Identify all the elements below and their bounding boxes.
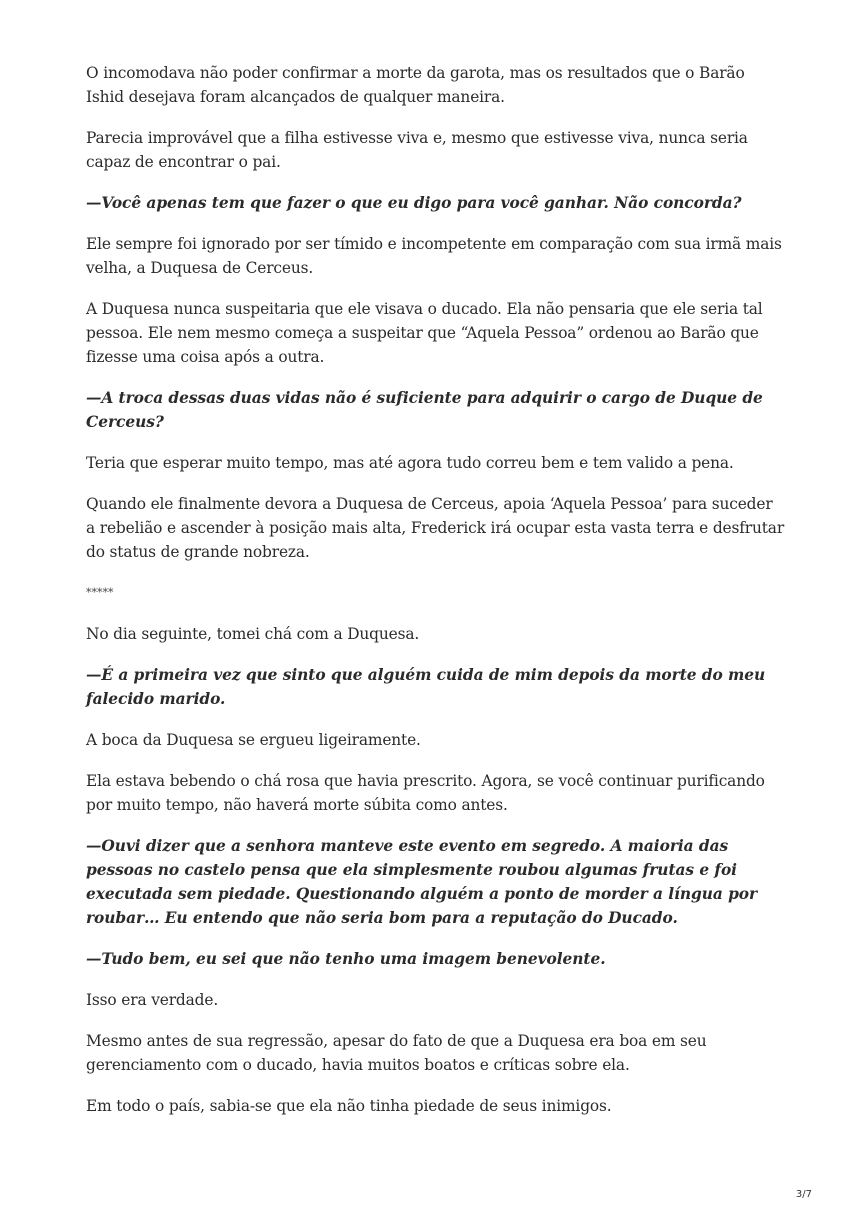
paragraph: No dia seguinte, tomei chá com a Duquesa. <box>86 625 420 643</box>
paragraph: A Duquesa nunca suspeitaria que ele visava o ducado. Ela não pensaria que ele seria tal pessoa. Ele nem mesmo começa a suspeitar que “Aquela Pessoa” ordenou ao Barão que fizesse uma coisa após a outra. <box>86 300 763 366</box>
dialogue-line: —Tudo bem, eu sei que não tenho uma imagem benevolente. <box>86 950 606 968</box>
paragraph: Ela estava bebendo o chá rosa que havia prescrito. Agora, se você continuar purificando por muito tempo, não haverá morte súbita como antes. <box>86 772 765 814</box>
section-divider: ***** <box>86 586 114 599</box>
page-number: 3/7 <box>795 1189 812 1200</box>
paragraph: Ele sempre foi ignorado por ser tímido e incompetente em comparação com sua irmã mais velha, a Duquesa de Cerceus. <box>86 235 782 277</box>
dialogue-line: —Ouvi dizer que a senhora manteve este evento em segredo. A maioria das pessoas no castelo pensa que ela simplesmente roubou algumas frutas e foi executada sem piedade. Questionando alguém a ponto de morder a língua por roubar… Eu entendo que não seria bom para a reputação do Ducado. <box>86 837 758 927</box>
paragraph: Quando ele finalmente devora a Duquesa de Cerceus, apoia ‘Aquela Pessoa’ para suceder a rebelião e ascender à posição mais alta, Frederick irá ocupar esta vasta terra e desfrutar do status de grande nobreza. <box>86 495 785 561</box>
dialogue-line: —É a primeira vez que sinto que alguém cuida de mim depois da morte do meu falecido marido. <box>86 666 766 708</box>
document-body <box>86 61 786 1135</box>
paragraph: Mesmo antes de sua regressão, apesar do fato de que a Duquesa era boa em seu gerenciamento com o ducado, havia muitos boatos e críticas sobre ela. <box>86 1032 707 1074</box>
dialogue-line: —A troca dessas duas vidas não é suficiente para adquirir o cargo de Duque de Cerceus? <box>86 389 763 431</box>
paragraph: A boca da Duquesa se ergueu ligeiramente. <box>86 731 421 749</box>
dialogue-line: —Você apenas tem que fazer o que eu digo para você ganhar. Não concorda? <box>86 194 742 212</box>
paragraph: Teria que esperar muito tempo, mas até agora tudo correu bem e tem valido a pena. <box>86 454 734 472</box>
paragraph: Em todo o país, sabia-se que ela não tinha piedade de seus inimigos. <box>86 1097 612 1115</box>
paragraph: Parecia improvável que a filha estivesse viva e, mesmo que estivesse viva, nunca seria capaz de encontrar o pai. <box>86 129 748 171</box>
paragraph: O incomodava não poder confirmar a morte da garota, mas os resultados que o Barão Ishid desejava foram alcançados de qualquer maneira. <box>86 64 745 106</box>
paragraph: Isso era verdade. <box>86 991 219 1009</box>
